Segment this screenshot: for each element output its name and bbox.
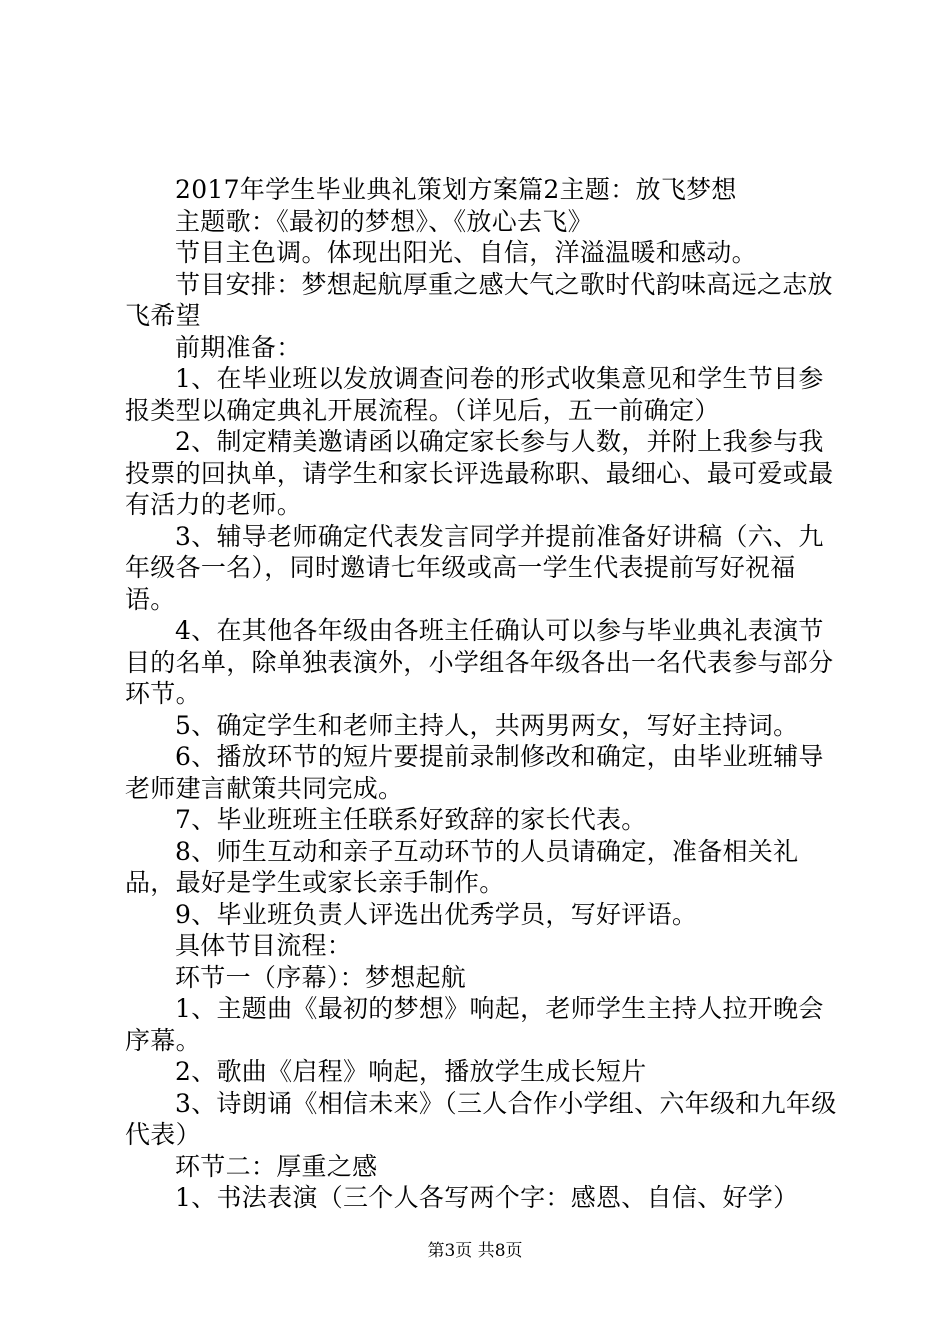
paragraph-prep-item-1: 1、在毕业班以发放调查问卷的形式收集意见和学生节目参报类型以确定典礼开展流程。（详见后，五一前确定） [125, 364, 824, 425]
paragraph-prep-item-2: 2、制定精美邀请函以确定家长参与人数，并附上我参与我投票的回执单，请学生和家长评选最称职、最细心、最可爱或最有活力的老师。 [125, 427, 834, 519]
page-number-label: 第3页 共8页 [427, 1241, 523, 1261]
paragraph-prep-item-8: 8、师生互动和亲子互动环节的人员请确定，准备相关礼品，最好是学生或家长亲手制作。 [125, 836, 799, 897]
page-footer [0, 1240, 950, 1262]
paragraph-color-tone: 节目主色调。体现出阳光、自信，洋溢温暖和感动。 [175, 238, 757, 267]
paragraph-program-arrangement: 节目安排：梦想起航厚重之感大气之歌时代韵味高远之志放飞希望 [125, 269, 833, 330]
paragraph-prep-item-6: 6、播放环节的短片要提前录制修改和确定，由毕业班辅导老师建言献策共同完成。 [125, 742, 824, 803]
document-body [125, 174, 840, 1214]
paragraph-prep-item-7: 7、毕业班班主任联系好致辞的家长代表。 [175, 805, 647, 834]
paragraph-segment-2-item-1: 1、书法表演（三个人各写两个字：感恩、自信、好学） [175, 1183, 799, 1212]
paragraph-prep-item-3: 3、辅导老师确定代表发言同学并提前准备好讲稿（六、九年级各一名），同时邀请七年级或高一学生代表提前写好祝福语。 [125, 521, 824, 614]
paragraph-prep-item-9: 9、毕业班负责人评选出优秀学员，写好评语。 [175, 899, 698, 929]
paragraph-prep-item-4: 4、在其他各年级由各班主任确认可以参与毕业典礼表演节目的名单，除单独表演外，小学组各年级各出一名代表参与部分环节。 [125, 616, 834, 708]
paragraph-segment-1-heading: 环节一（序幕）：梦想起航 [175, 962, 467, 992]
paragraph-segment-1-item-3: 3、诗朗诵《相信未来》（三人合作小学组、六年级和九年级代表） [125, 1088, 837, 1149]
paragraph-prep-item-5: 5、确定学生和老师主持人，共两男两女，写好主持词。 [175, 710, 799, 740]
paragraph-theme-song: 主题歌：《最初的梦想》、《放心去飞》 [175, 206, 593, 236]
paragraph-preparation-heading: 前期准备： [175, 332, 302, 362]
paragraph-segment-2-heading: 环节二：厚重之感 [175, 1151, 378, 1181]
paragraph-flow-heading: 具体节目流程： [175, 931, 353, 960]
paragraph-title: 2017年学生毕业典礼策划方案篇2主题：放飞梦想 [175, 175, 737, 204]
paragraph-segment-1-item-2: 2、歌曲《启程》响起，播放学生成长短片 [175, 1057, 647, 1086]
paragraph-segment-1-item-1: 1、主题曲《最初的梦想》响起，老师学生主持人拉开晚会序幕。 [125, 994, 824, 1055]
